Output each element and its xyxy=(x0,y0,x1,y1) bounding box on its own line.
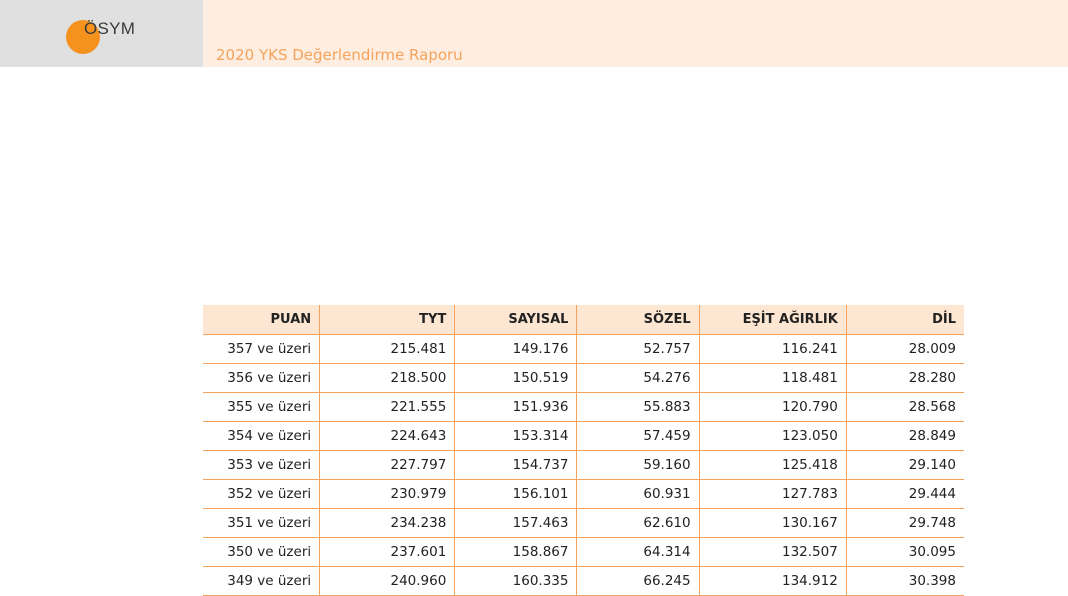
cell-sayisal: 149.176 xyxy=(455,335,577,364)
cell-sozel: 52.757 xyxy=(577,335,699,364)
table-row xyxy=(203,422,964,451)
cell-tyt: 215.481 xyxy=(320,335,455,364)
cell-sayisal: 154.737 xyxy=(455,451,577,480)
cell-puan: 350 ve üzeri xyxy=(203,538,320,567)
table-row xyxy=(203,393,964,422)
cell-sayisal: 153.314 xyxy=(455,422,577,451)
cell-tyt: 234.238 xyxy=(320,509,455,538)
cell-tyt: 227.797 xyxy=(320,451,455,480)
header-sayisal: SAYISAL xyxy=(455,305,577,335)
table-row xyxy=(203,364,964,393)
table-row xyxy=(203,538,964,567)
cell-sozel: 57.459 xyxy=(577,422,699,451)
cell-esit-agirlik: 134.912 xyxy=(699,567,846,596)
cell-dil: 30.095 xyxy=(846,538,964,567)
cell-dil: 28.280 xyxy=(846,364,964,393)
header-esit-agirlik: EŞİT AĞIRLIK xyxy=(699,305,846,335)
cell-puan: 357 ve üzeri xyxy=(203,335,320,364)
cell-sayisal: 158.867 xyxy=(455,538,577,567)
cell-tyt: 237.601 xyxy=(320,538,455,567)
score-table xyxy=(203,305,964,596)
cell-dil: 28.009 xyxy=(846,335,964,364)
table-row xyxy=(203,335,964,364)
cell-puan: 356 ve üzeri xyxy=(203,364,320,393)
cell-esit-agirlik: 127.783 xyxy=(699,480,846,509)
cell-dil: 30.398 xyxy=(846,567,964,596)
cell-puan: 352 ve üzeri xyxy=(203,480,320,509)
cell-esit-agirlik: 123.050 xyxy=(699,422,846,451)
cell-sozel: 59.160 xyxy=(577,451,699,480)
cell-puan: 351 ve üzeri xyxy=(203,509,320,538)
header-sozel: SÖZEL xyxy=(577,305,699,335)
header-puan: PUAN xyxy=(203,305,320,335)
table-header-row xyxy=(203,305,964,335)
report-title: 2020 YKS Değerlendirme Raporu xyxy=(216,46,463,64)
cell-esit-agirlik: 116.241 xyxy=(699,335,846,364)
cell-dil: 28.849 xyxy=(846,422,964,451)
cell-dil: 28.568 xyxy=(846,393,964,422)
logo-text: ÖSYM xyxy=(84,19,136,38)
table-row xyxy=(203,509,964,538)
cell-sozel: 60.931 xyxy=(577,480,699,509)
header-logo-band xyxy=(0,0,203,67)
cell-sayisal: 150.519 xyxy=(455,364,577,393)
cell-tyt: 224.643 xyxy=(320,422,455,451)
cell-sozel: 55.883 xyxy=(577,393,699,422)
cell-puan: 355 ve üzeri xyxy=(203,393,320,422)
cell-dil: 29.444 xyxy=(846,480,964,509)
cell-sozel: 54.276 xyxy=(577,364,699,393)
table-row xyxy=(203,480,964,509)
cell-tyt: 240.960 xyxy=(320,567,455,596)
cell-esit-agirlik: 118.481 xyxy=(699,364,846,393)
cell-esit-agirlik: 120.790 xyxy=(699,393,846,422)
osym-logo xyxy=(66,20,206,60)
cell-puan: 354 ve üzeri xyxy=(203,422,320,451)
cell-esit-agirlik: 130.167 xyxy=(699,509,846,538)
cell-puan: 353 ve üzeri xyxy=(203,451,320,480)
table-row xyxy=(203,451,964,480)
cell-esit-agirlik: 132.507 xyxy=(699,538,846,567)
cell-sozel: 62.610 xyxy=(577,509,699,538)
cell-sayisal: 160.335 xyxy=(455,567,577,596)
cell-sozel: 64.314 xyxy=(577,538,699,567)
cell-puan: 349 ve üzeri xyxy=(203,567,320,596)
header-tyt: TYT xyxy=(320,305,455,335)
cell-tyt: 230.979 xyxy=(320,480,455,509)
cell-sayisal: 156.101 xyxy=(455,480,577,509)
cell-sayisal: 151.936 xyxy=(455,393,577,422)
cell-sozel: 66.245 xyxy=(577,567,699,596)
cell-esit-agirlik: 125.418 xyxy=(699,451,846,480)
cell-tyt: 221.555 xyxy=(320,393,455,422)
table-row xyxy=(203,567,964,596)
header-dil: DİL xyxy=(846,305,964,335)
cell-tyt: 218.500 xyxy=(320,364,455,393)
cell-dil: 29.140 xyxy=(846,451,964,480)
cell-dil: 29.748 xyxy=(846,509,964,538)
cell-sayisal: 157.463 xyxy=(455,509,577,538)
